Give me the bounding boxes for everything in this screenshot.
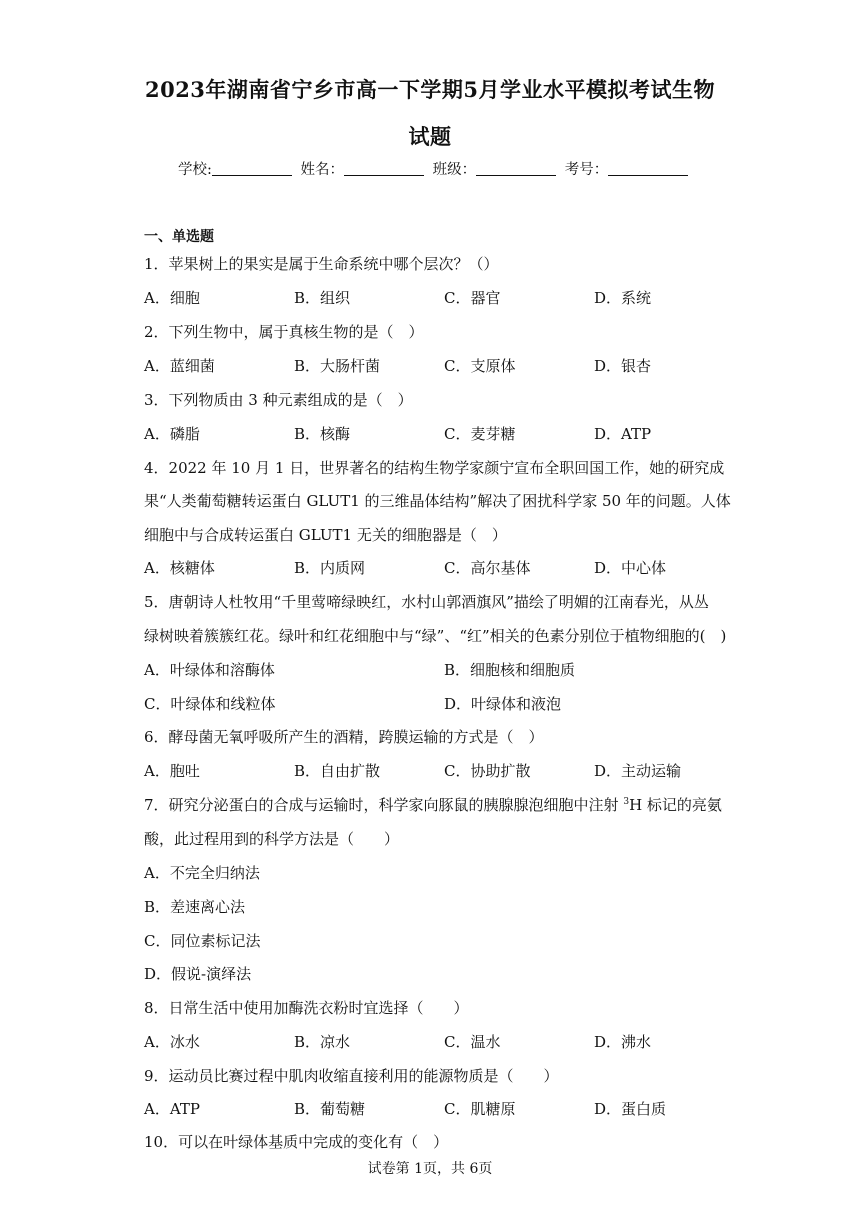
option: A．冰水 — [144, 1033, 200, 1051]
option: D．沸水 — [594, 1033, 652, 1051]
question-8: 8．日常生活中使用加酶洗衣粉时宜选择（ ） — [144, 999, 469, 1017]
option: B．核酶 — [294, 425, 351, 443]
option: A．不完全归纳法 — [144, 864, 260, 882]
question-10: 10．可以在叶绿体基质中完成的变化有（ ） — [144, 1133, 449, 1151]
question-5-line: 绿树映着簇簇红花。绿叶和红花细胞中与“绿”、“红”相关的色素分别位于植物细胞的( ) — [144, 627, 727, 645]
option: D．蛋白质 — [594, 1100, 667, 1118]
option: A．蓝细菌 — [144, 357, 215, 375]
option: A．叶绿体和溶酶体 — [144, 661, 275, 679]
option: B．葡萄糖 — [294, 1100, 366, 1118]
option: C．温水 — [444, 1033, 501, 1051]
option: C．麦芽糖 — [444, 425, 516, 443]
question-5-options-row1 — [144, 659, 744, 679]
name-label: 姓名： — [300, 162, 344, 178]
option: A．胞吐 — [144, 762, 200, 780]
question-6-options — [144, 760, 744, 780]
question-3-options — [144, 423, 744, 443]
exam-number-label: 考号： — [564, 162, 609, 178]
option: B．内质网 — [294, 559, 366, 577]
option: D．银杏 — [594, 357, 652, 375]
isotope-superscript: 3 — [623, 797, 630, 807]
question-9-options — [144, 1098, 744, 1118]
option: C．支原体 — [444, 357, 516, 375]
exam-title-line2: 试题 — [408, 124, 452, 149]
option: B．差速离心法 — [144, 898, 246, 916]
option: C．高尔基体 — [444, 559, 531, 577]
question-7-text-b: H 标记的亮氨 — [629, 796, 722, 814]
option: B．细胞核和细胞质 — [444, 661, 576, 679]
question-5-line: 5．唐朝诗人杜牧用“千里莺啼绿映红，水村山郭酒旗风”描绘了明媚的江南春光，从丛 — [144, 593, 709, 611]
question-7-line — [144, 794, 722, 815]
question-8-options — [144, 1031, 744, 1051]
option: B．自由扩散 — [294, 762, 381, 780]
option: B．大肠杆菌 — [294, 357, 381, 375]
option: C．叶绿体和线粒体 — [144, 695, 276, 713]
option: D．主动运输 — [594, 762, 682, 780]
option: C．器官 — [444, 289, 501, 307]
question-5-options-row2 — [144, 693, 744, 713]
question-4-line: 果“人类葡萄糖转运蛋白 GLUT1 的三维晶体结构”解决了困扰科学家 50 年的问题。人体 — [144, 492, 731, 510]
question-1: 1．苹果树上的果实是属于生命系统中哪个层次？（） — [144, 255, 499, 273]
option: A．核糖体 — [144, 559, 215, 577]
option: D．中心体 — [594, 559, 667, 577]
option: D．叶绿体和液泡 — [444, 695, 562, 713]
name-blank — [344, 161, 424, 176]
exam-number-blank — [608, 161, 688, 176]
question-7-text-a: 7．研究分泌蛋白的合成与运输时，科学家向豚鼠的胰腺腺泡细胞中注射 — [144, 796, 624, 814]
question-4-options — [144, 557, 744, 577]
question-7-line: 酸，此过程用到的科学方法是（ ） — [144, 830, 400, 848]
option: A．磷脂 — [144, 425, 200, 443]
exam-title-line1: 2023年湖南省宁乡市高一下学期5月学业水平模拟考试生物 — [144, 77, 716, 102]
option: B．组织 — [294, 289, 351, 307]
page-footer: 试卷第 1页，共 6页 — [367, 1161, 493, 1177]
question-9: 9．运动员比赛过程中肌肉收缩直接利用的能源物质是（ ） — [144, 1067, 559, 1085]
option: C．同位素标记法 — [144, 932, 261, 950]
option: D．系统 — [594, 289, 652, 307]
section-heading: 一、单选题 — [144, 229, 214, 245]
class-label: 班级： — [432, 162, 477, 178]
student-info-row — [178, 158, 692, 179]
option: C．肌糖原 — [444, 1100, 516, 1118]
question-1-options — [144, 287, 744, 307]
question-2-options — [144, 355, 744, 375]
option: D．ATP — [594, 425, 652, 443]
question-3: 3．下列物质由 3 种元素组成的是（ ） — [144, 391, 413, 409]
question-6: 6．酵母菌无氧呼吸所产生的酒精，跨膜运输的方式是（ ） — [144, 728, 544, 746]
option: A．ATP — [144, 1100, 200, 1118]
school-blank — [212, 161, 292, 176]
option: B．凉水 — [294, 1033, 351, 1051]
class-blank — [476, 161, 556, 176]
option: C．协助扩散 — [444, 762, 531, 780]
school-label: 学校: — [178, 162, 212, 178]
question-4-line: 4．2022 年 10 月 1 日，世界著名的结构生物学家颜宁宣布全职回国工作，她的研究成 — [144, 459, 725, 477]
question-2: 2．下列生物中，属于真核生物的是（ ） — [144, 323, 424, 341]
question-4-line: 细胞中与合成转运蛋白 GLUT1 无关的细胞器是（ ） — [144, 526, 507, 544]
option: D．假说-演绎法 — [144, 965, 252, 983]
option: A．细胞 — [144, 289, 200, 307]
